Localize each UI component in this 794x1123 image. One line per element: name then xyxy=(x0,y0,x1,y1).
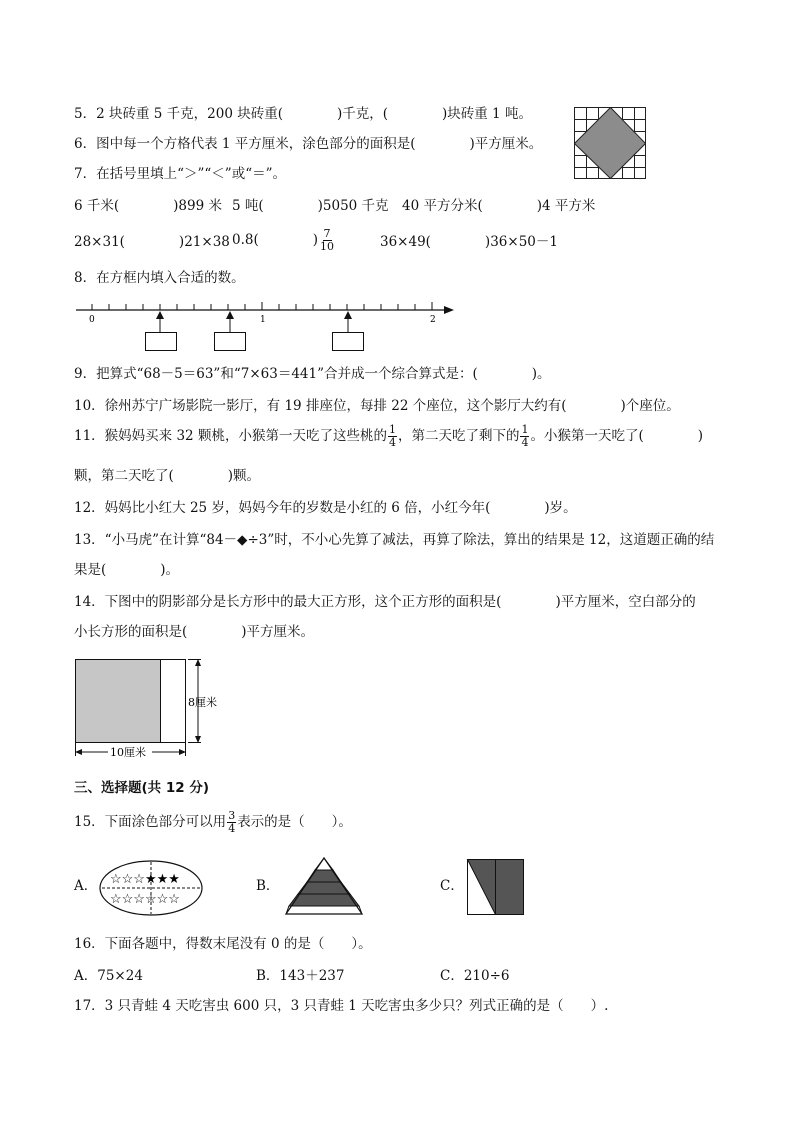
fraction-denominator: 10 xyxy=(320,240,335,253)
option-a-label[interactable]: A． xyxy=(74,878,98,894)
tick-label-2: 2 xyxy=(430,315,436,325)
blank-rectangle xyxy=(161,660,186,743)
arrow-box-2 xyxy=(215,311,246,351)
arrow-box-1 xyxy=(146,311,177,351)
q15-text-1: 15．下面涂色部分可以用 xyxy=(74,814,227,830)
option-b-triangle-figure[interactable] xyxy=(284,856,364,918)
option-c-label[interactable]: C． xyxy=(440,878,464,894)
stars-top-row: ☆☆☆★★★ xyxy=(110,872,180,887)
question-6: 6．图中每一个方格代表 1 平方厘米，涂色部分的面积是( )平方厘米。 xyxy=(74,136,543,152)
q7-row1-c: 40 平方分米( )4 平方米 xyxy=(402,198,596,214)
q7-row2-c: 36×49( )36×50－1 xyxy=(380,234,558,250)
number-line-figure xyxy=(70,298,460,356)
question-10: 10．徐州苏宁广场影院一影厅，有 19 排座位，每排 22 个座位，这个影厅大约有( )个座位。 xyxy=(74,398,680,414)
stars-bottom-row: ☆☆☆☆☆☆ xyxy=(110,892,180,907)
fraction-3-4 xyxy=(227,810,236,835)
width-label: 10厘米 xyxy=(110,746,146,759)
q7-row1-b: 5 吨( )5050 千克 xyxy=(232,198,389,214)
q11-text-1: 11．猴妈妈买来 32 颗桃，小猴第一天吃了这些桃的 xyxy=(74,428,387,444)
question-14-line1: 14．下图中的阴影部分是长方形中的最大正方形，这个正方形的面积是( )平方厘米，空白部分的 xyxy=(74,594,696,610)
fraction-denominator: 4 xyxy=(228,822,236,835)
option-b-label[interactable]: B． xyxy=(256,878,280,894)
arrow-box-3 xyxy=(333,311,364,351)
option-c-rectangle-figure[interactable] xyxy=(466,858,526,916)
tick-label-0: 0 xyxy=(89,315,95,325)
question-13-line2: 果是( )。 xyxy=(74,562,180,578)
section-3-heading: 三、选择题(共 12 分) xyxy=(74,780,210,796)
question-17: 17．3 只青蛙 4 天吃害虫 600 只，3 只青蛙 1 天吃害虫多少只？列式正确的是（ ）. xyxy=(74,998,609,1014)
question-14-line2: 小长方形的面积是( )平方厘米。 xyxy=(74,624,315,640)
q11-text-3: 。小猴第一天吃了( ) xyxy=(530,428,703,444)
question-11-line1 xyxy=(74,424,703,449)
fraction-7-10 xyxy=(319,228,335,253)
fraction-1-4-b xyxy=(520,424,529,449)
q15-text-2: 表示的是（ ）。 xyxy=(237,814,352,830)
option-a-ellipse-figure[interactable] xyxy=(98,858,204,918)
question-9: 9．把算式“68－5＝63”和“7×63＝441”合并成一个综合算式是：( )。 xyxy=(74,366,551,382)
answer-box-3[interactable] xyxy=(333,333,364,351)
fraction-numerator: 7 xyxy=(323,227,331,240)
question-5: 5．2 块砖重 5 千克，200 块砖重( )千克，( )块砖重 1 吨。 xyxy=(74,106,532,122)
fraction-numerator: 1 xyxy=(521,423,529,436)
question-8: 8．在方框内填入合适的数。 xyxy=(74,270,245,286)
fraction-denominator: 4 xyxy=(388,436,396,449)
q7-row2-b-text: 0.8( ) xyxy=(232,232,319,248)
answer-box-1[interactable] xyxy=(146,333,177,351)
height-label: 8厘米 xyxy=(188,696,217,709)
rectangle-square-figure xyxy=(70,654,230,762)
fraction-numerator: 3 xyxy=(228,809,236,822)
q7-row2-a: 28×31( )21×38 xyxy=(74,234,230,250)
q7-row1-a: 6 千米( )899 米 xyxy=(74,198,222,214)
question-15 xyxy=(74,810,352,835)
shaded-square xyxy=(76,660,161,743)
question-7: 7．在括号里填上“＞”“＜”或“＝”。 xyxy=(74,166,286,182)
grid-diamond-figure xyxy=(574,107,646,179)
question-11-line2: 颗，第二天吃了( )颗。 xyxy=(74,468,261,484)
question-13-line1: 13．“小马虎”在计算“84－◆÷3”时，不小心先算了减法，再算了除法，算出的结果是 12，这道题正确的结 xyxy=(74,532,715,548)
q16-option-c[interactable]: C．210÷6 xyxy=(440,968,510,984)
q7-row2-b xyxy=(232,228,336,253)
answer-box-2[interactable] xyxy=(215,333,246,351)
fraction-numerator: 1 xyxy=(388,423,396,436)
question-12: 12．妈妈比小红大 25 岁，妈妈今年的岁数是小红的 6 倍，小红今年( )岁。 xyxy=(74,500,577,516)
tick-label-1: 1 xyxy=(260,315,266,325)
q11-text-2: ，第二天吃了剩下的 xyxy=(397,428,520,444)
q16-option-a[interactable]: A．75×24 xyxy=(74,968,143,984)
fraction-1-4-a xyxy=(388,424,397,449)
q16-option-b[interactable]: B．143＋237 xyxy=(256,968,345,984)
fraction-denominator: 4 xyxy=(521,436,529,449)
question-16: 16．下面各题中，得数末尾没有 0 的是（ ）。 xyxy=(74,936,372,952)
